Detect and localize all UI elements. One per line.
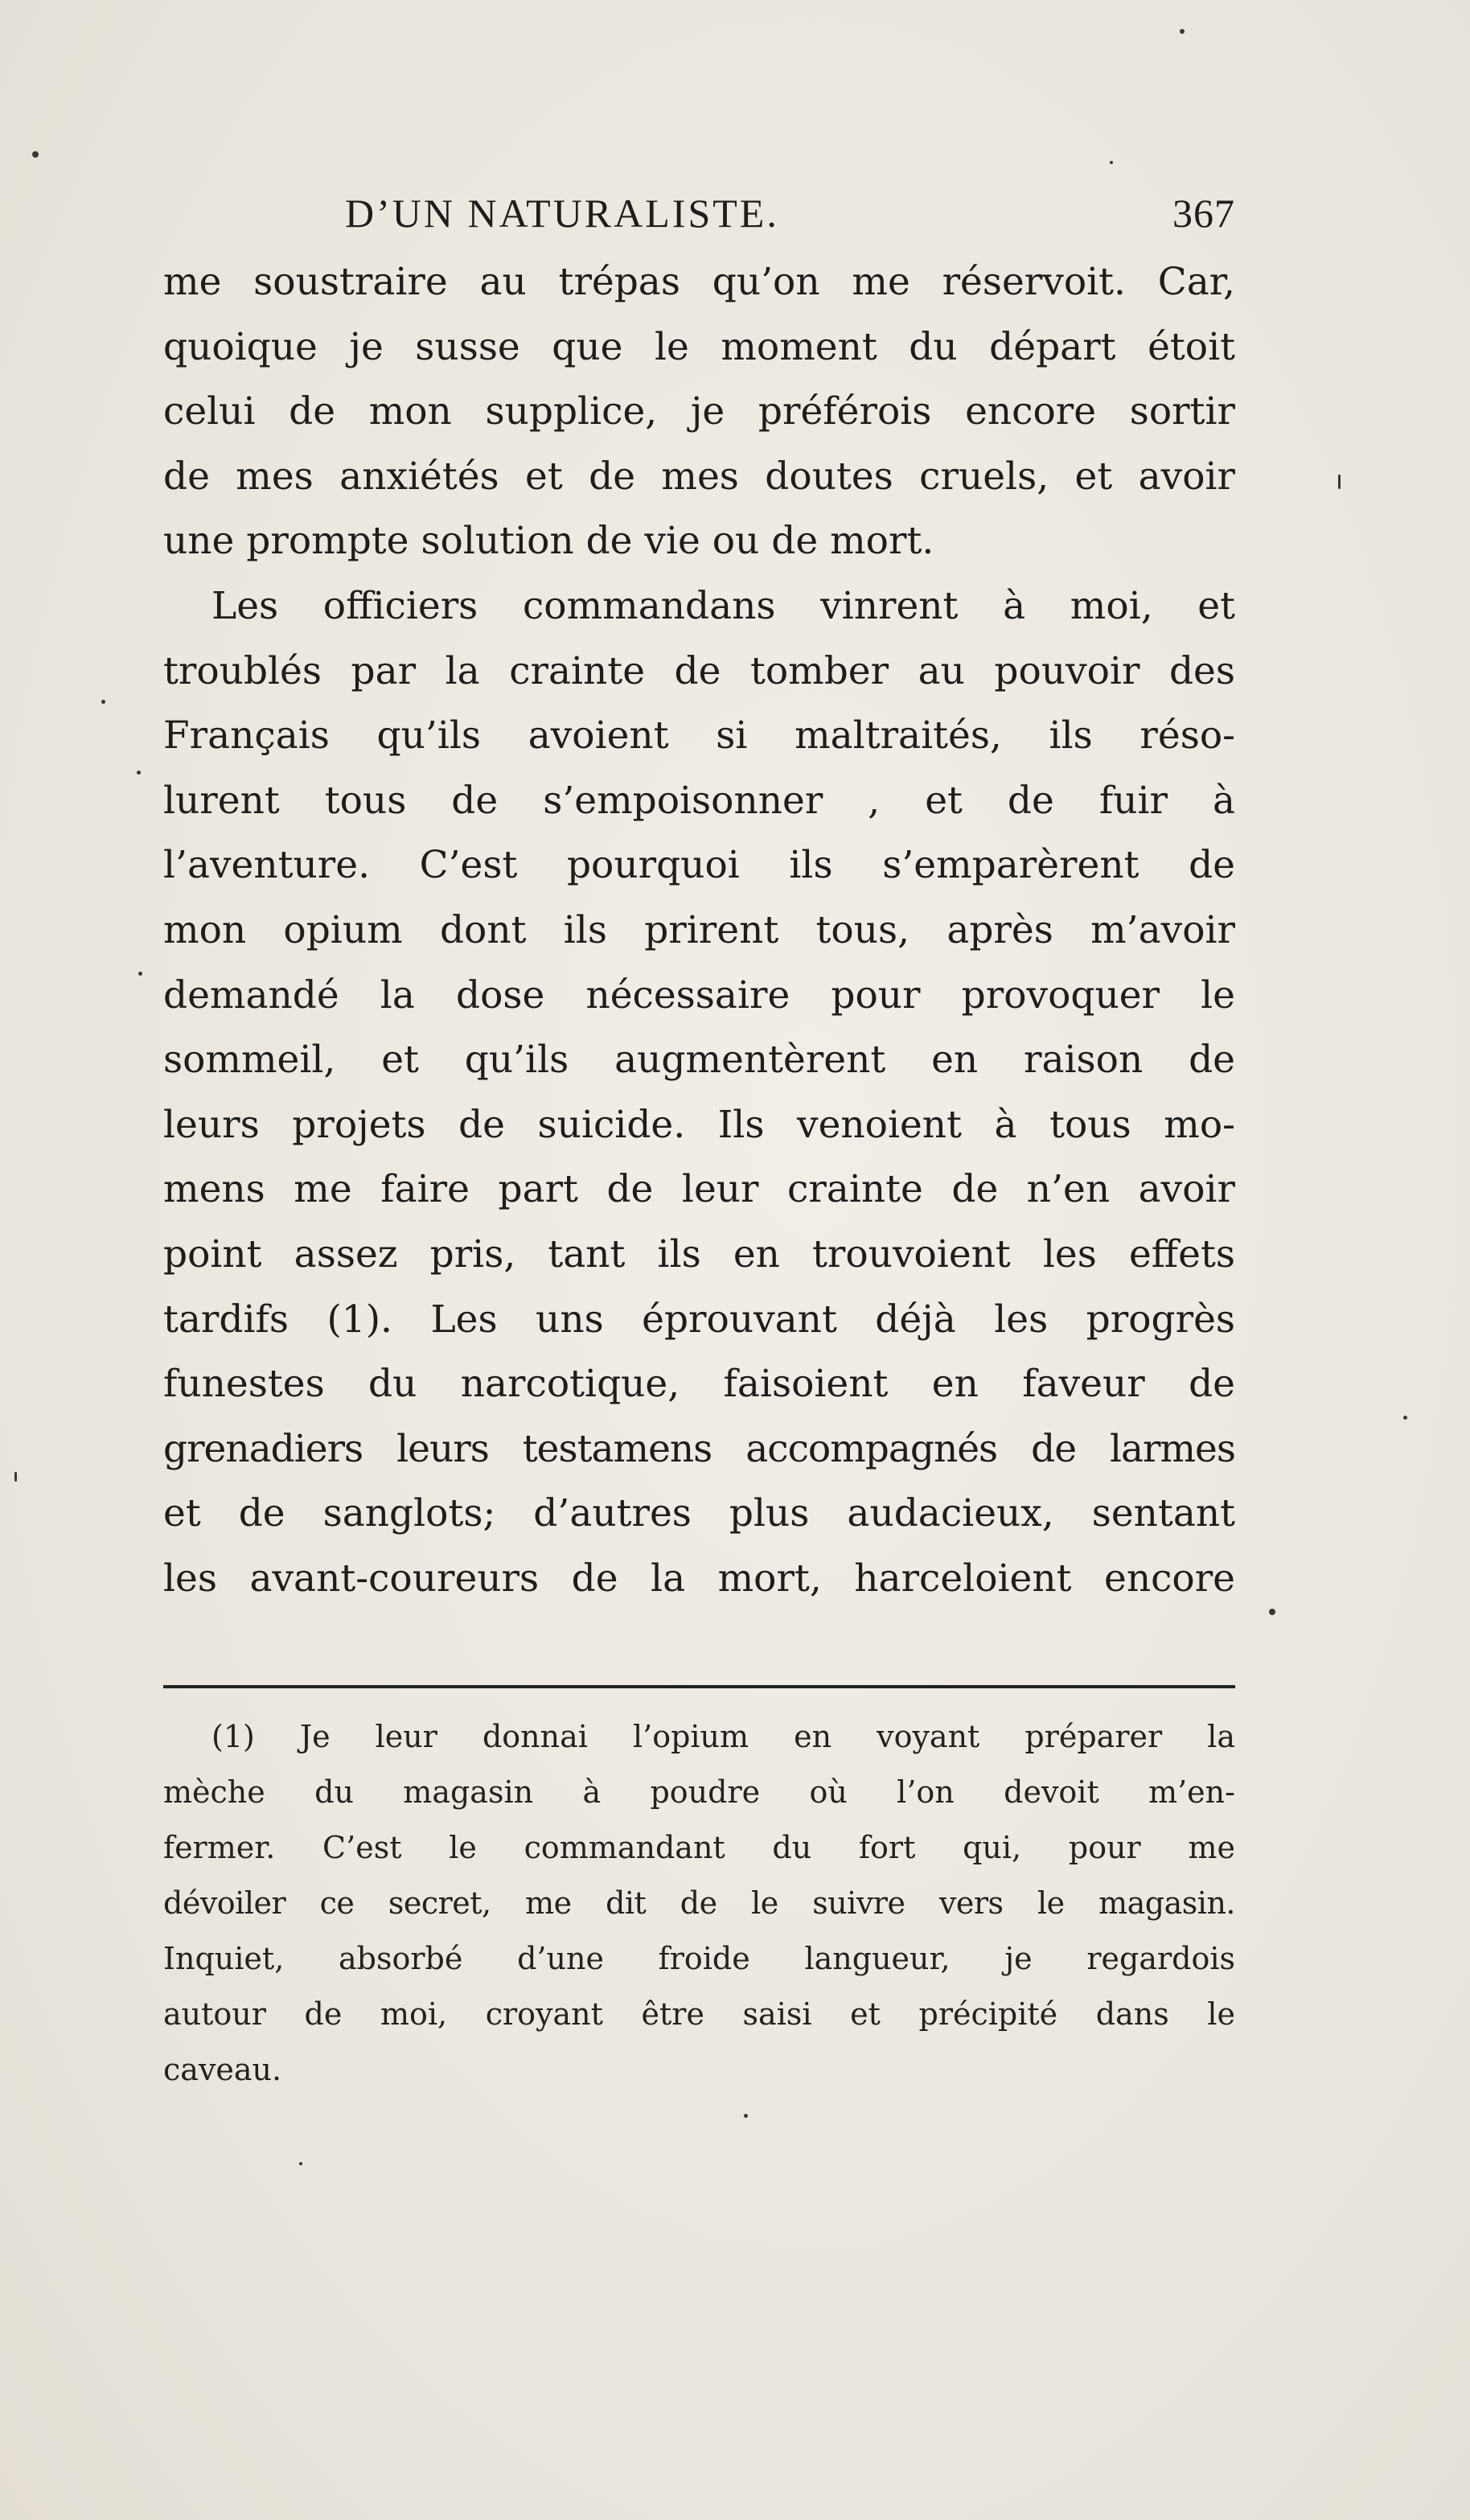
footnote-line: caveau. — [163, 2052, 282, 2087]
paper-speck — [138, 972, 142, 976]
footnote — [163, 1709, 1235, 2098]
paper-speck — [14, 1472, 17, 1482]
text-line: de mes anxiétés et de mes doutes cruels, et avoir — [163, 454, 1235, 499]
text-line: troublés par la crainte de tomber au pouvoir des — [163, 648, 1235, 693]
footnote-line: mèche du magasin à poudre où l’on devoit m’en- — [163, 1774, 1235, 1810]
page-number: 367 — [1172, 191, 1235, 236]
main-text — [163, 250, 1235, 1611]
text-line: grenadiers leurs testamens accompagnés de larmes — [163, 1426, 1235, 1471]
paper-speck — [1110, 161, 1113, 164]
text-line: demandé la dose nécessaire pour provoquer le — [163, 972, 1235, 1017]
paper-speck — [32, 151, 39, 158]
paper-speck — [299, 2162, 302, 2165]
text-block — [163, 190, 1235, 1611]
paper-speck — [744, 2114, 748, 2118]
running-head — [163, 190, 1235, 246]
text-line: tardifs (1). Les uns éprouvant déjà les progrès — [163, 1297, 1235, 1342]
text-line: Français qu’ils avoient si maltraités, ils réso- — [163, 713, 1235, 758]
text-line: leurs projets de suicide. Ils venoient à tous mo- — [163, 1102, 1235, 1147]
text-line: me soustraire au trépas qu’on me réservoit. Car, — [163, 260, 1235, 304]
text-line: lurent tous de s’empoisonner , et de fuir à — [163, 778, 1235, 823]
paper-speck — [1269, 1609, 1275, 1615]
footnote-line: dévoiler ce secret, me dit de le suivre vers le magasin. — [163, 1885, 1235, 1921]
text-line: et de sanglots; d’autres plus audacieux, sentant — [163, 1491, 1235, 1536]
text-line: celui de mon supplice, je préférois encore sortir — [163, 389, 1235, 434]
paper-speck — [1180, 29, 1185, 34]
text-line: Les officiers commandans vinrent à moi, et — [211, 583, 1235, 628]
footnote-line: autour de moi, croyant être saisi et précipité dans le — [163, 1996, 1235, 2032]
text-line: mens me faire part de leur crainte de n’en avoir — [163, 1167, 1235, 1212]
paper-speck — [1403, 1416, 1407, 1420]
paper-speck — [101, 700, 105, 704]
footnote-line: Inquiet, absorbé d’une froide langueur, je regardois — [163, 1941, 1235, 1976]
text-line: sommeil, et qu’ils augmentèrent en raison de — [163, 1038, 1235, 1083]
text-line: point assez pris, tant ils en trouvoient les effets — [163, 1231, 1235, 1276]
text-line: une prompte solution de vie ou de mort. — [163, 519, 934, 564]
footnote-rule — [163, 1685, 1235, 1688]
running-title: D’UN NATURALISTE. — [345, 191, 779, 236]
text-line: les avant-coureurs de la mort, harceloient encore — [163, 1556, 1235, 1601]
footnote-line: fermer. C’est le commandant du fort qui, pour me — [163, 1830, 1235, 1865]
text-line: funestes du narcotique, faisoient en faveur de — [163, 1362, 1235, 1407]
paper-speck — [137, 771, 141, 775]
text-line: mon opium dont ils prirent tous, après m’avoir — [163, 907, 1235, 952]
text-line: l’aventure. C’est pourquoi ils s’emparèrent de — [163, 843, 1235, 888]
text-line: quoique je susse que le moment du départ étoit — [163, 324, 1235, 369]
paper-speck — [1338, 475, 1341, 489]
footnote-line: (1) Je leur donnai l’opium en voyant préparer la — [211, 1719, 1235, 1754]
